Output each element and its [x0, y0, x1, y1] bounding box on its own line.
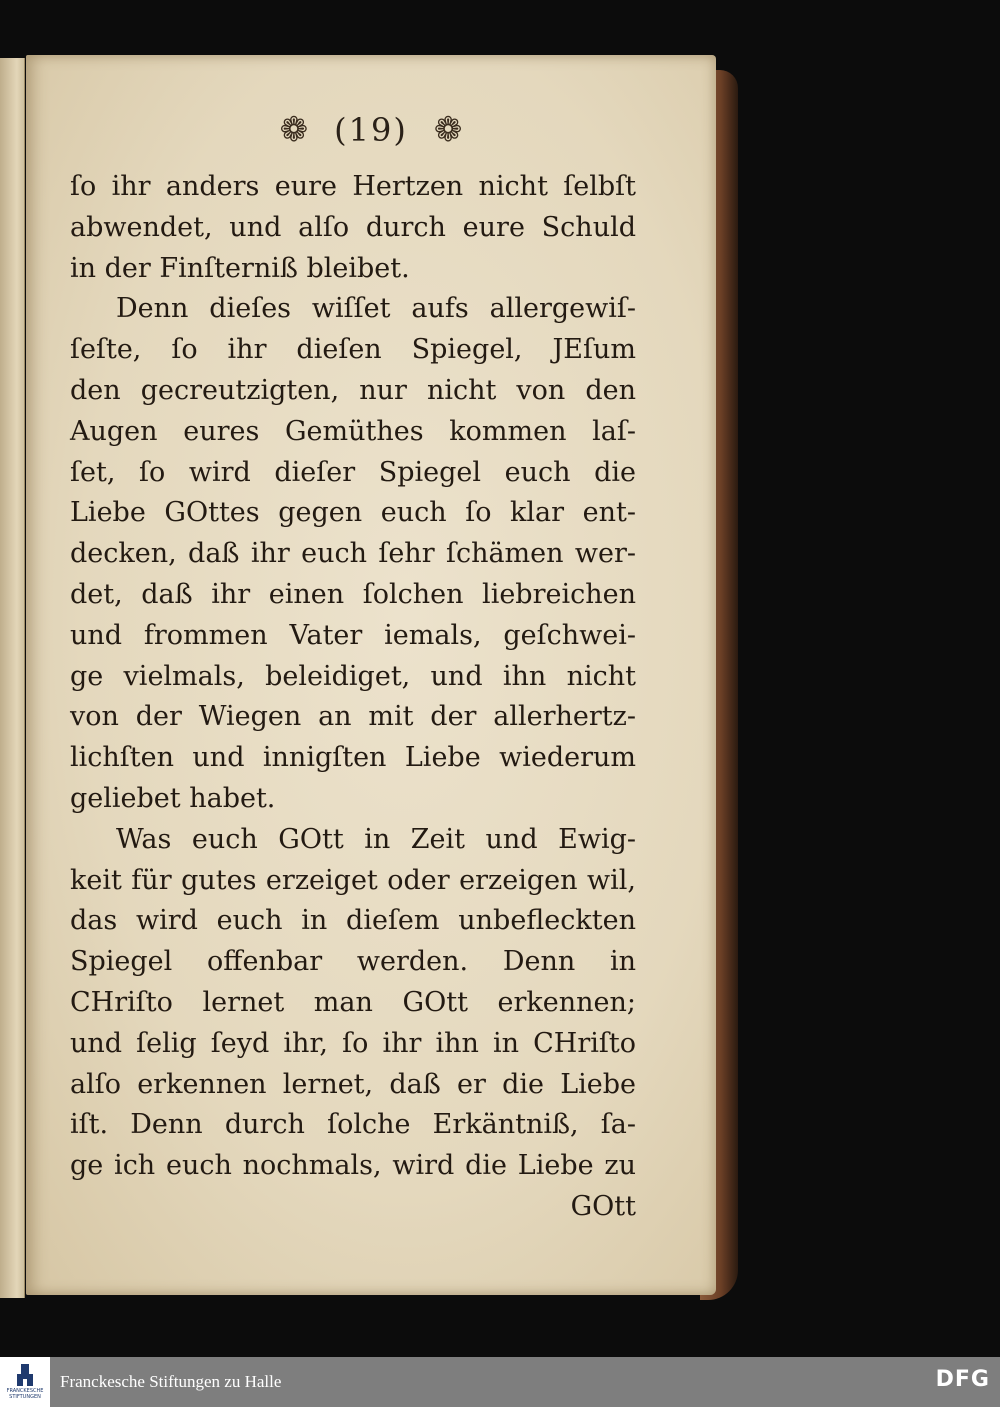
- dfg-logo[interactable]: DFG: [935, 1367, 990, 1392]
- text-line: CHriſto lernet man GOtt erkennen;: [70, 986, 636, 1018]
- text-line: Liebe GOttes gegen euch ſo klar ent-: [70, 497, 636, 529]
- text-line: ſeſte, ſo ihr dieſen Spiegel, JEſum: [70, 334, 636, 366]
- text-line: geliebet habet.: [70, 782, 276, 814]
- institution-name: Franckesche Stiftungen zu Halle: [60, 1372, 282, 1391]
- text-line: det, daß ihr einen ſolchen liebreichen: [70, 578, 636, 610]
- catchword: GOtt: [570, 1190, 636, 1222]
- text-line: Spiegel offenbar werden. Denn in: [70, 946, 636, 978]
- viewer-footer: [0, 1357, 1000, 1407]
- logo-text: FRANCKESCHE STIFTUNGEN: [6, 1388, 44, 1400]
- franckesche-stiftungen-logo[interactable]: [0, 1357, 50, 1407]
- text-line: in der Finſterniß bleibet.: [70, 252, 410, 284]
- page-header: [236, 105, 506, 155]
- flower-ornament-icon: ❁: [433, 110, 463, 150]
- text-line: abwendet, und alſo durch eure Schuld: [70, 211, 636, 243]
- text-line: alſo erkennen lernet, daß er die Liebe: [70, 1068, 636, 1100]
- text-line: das wird euch in dieſem unbefleckten: [70, 905, 636, 937]
- text-line: ge vielmals, beleidiget, und ihn nicht: [70, 660, 636, 692]
- text-line: Augen eures Gemüthes kommen laſ-: [70, 415, 636, 447]
- text-line: lichſten und innigſten Liebe wiederum: [70, 742, 636, 774]
- building-icon: [16, 1364, 34, 1388]
- page-text: [70, 167, 636, 1228]
- text-line: Denn dieſes wiſſet aufs allergewiſ-: [116, 293, 636, 325]
- text-line: iſt. Denn durch ſolche Erkäntniß, ſa-: [70, 1109, 636, 1141]
- text-line: von der Wiegen an mit der allerhertz-: [70, 701, 636, 733]
- page-number: (19): [334, 111, 408, 149]
- text-line: decken, daß ihr euch ſehr ſchämen wer-: [70, 538, 636, 570]
- text-line: ſo ihr anders eure Hertzen nicht ſelbſt: [70, 171, 636, 202]
- text-line: den gecreutzigten, nur nicht von den: [70, 374, 636, 406]
- text-line: ſet, ſo wird dieſer Spiegel euch die: [70, 456, 636, 488]
- text-line: keit für gutes erzeiget oder erzeigen wil,: [70, 864, 636, 896]
- text-line: und frommen Vater iemals, geſchwei-: [70, 619, 636, 651]
- text-line: Was euch GOtt in Zeit und Ewig-: [116, 823, 636, 855]
- text-line: und ſelig ſeyd ihr, ſo ihr ihn in CHriſto: [70, 1027, 636, 1059]
- book-page: [26, 55, 716, 1295]
- text-line: ge ich euch nochmals, wird die Liebe zu: [70, 1150, 636, 1182]
- flower-ornament-icon: ❁: [279, 110, 309, 150]
- left-page-edge: [0, 58, 25, 1298]
